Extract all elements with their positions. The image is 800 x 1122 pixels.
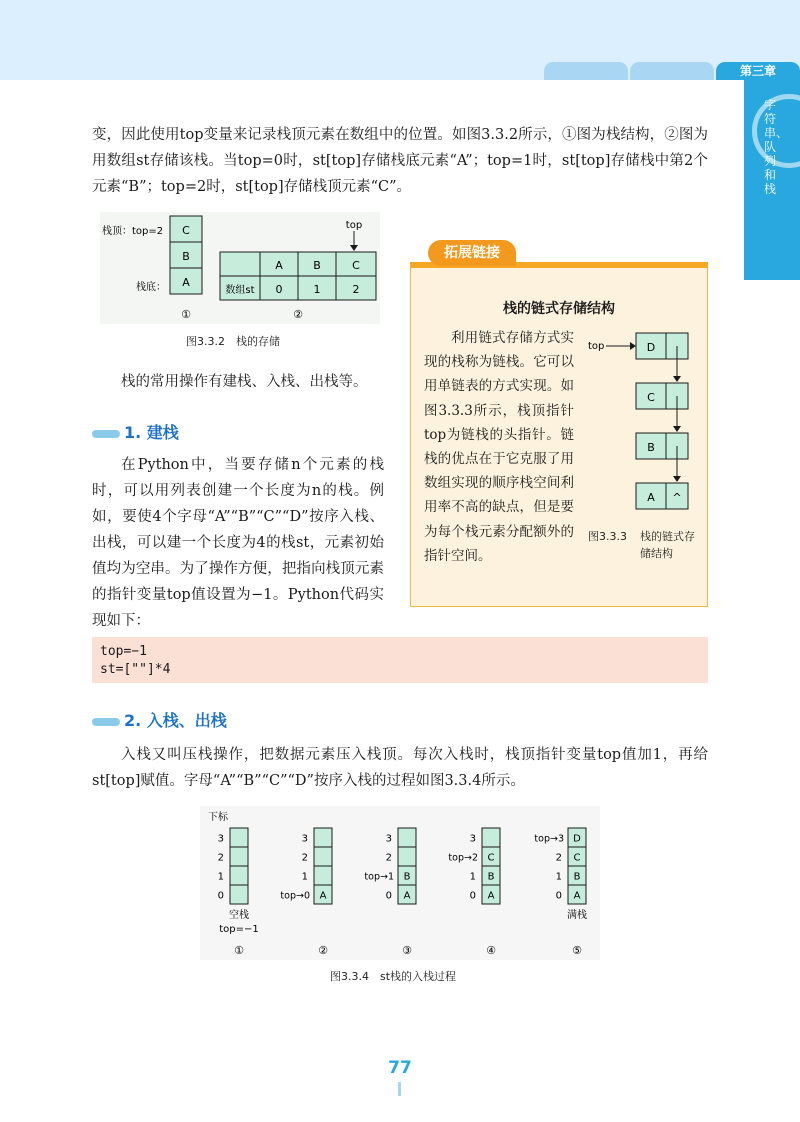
chapter-tab-current: 第三章 — [716, 62, 800, 80]
fig334-cell — [230, 885, 248, 904]
section1-title: 1. 建栈 — [124, 423, 179, 442]
fig334-index: 3 — [469, 833, 476, 845]
fig333-node — [636, 383, 688, 409]
fig334-cell — [482, 828, 500, 847]
fig334-cell-value: C — [487, 852, 495, 864]
fig332-array-label: 数组st — [225, 285, 255, 296]
fig332-pointer-label: top — [345, 220, 363, 231]
fig332-sub1: ① — [181, 308, 191, 321]
fig334-cell-value: B — [487, 871, 495, 883]
fig334-below-label: 满栈 — [567, 910, 587, 921]
fig334-cell — [230, 828, 248, 847]
fig334-below-label: 空栈 — [229, 910, 249, 921]
fig334-index: 3 — [217, 833, 224, 845]
page-number: 77 — [388, 1058, 412, 1078]
chapter-tab-prev — [544, 62, 628, 80]
fig334-cell — [230, 847, 248, 866]
fig334-index: 0 — [469, 890, 476, 902]
fig334-stack-number: ② — [318, 944, 328, 957]
code-block — [92, 637, 708, 683]
section2-paragraph: 入栈又叫压栈操作，把数据元素压入栈顶。每次入栈时，栈顶指针变量top值加1，再给st[top]赋值。字母“A”“B”“C”“D”按序入栈的过程如图3.3.4所示。 — [92, 747, 708, 789]
fig334-cell-value: C — [573, 852, 581, 864]
fig333-node-value: C — [647, 391, 655, 404]
figure-3-3-3 — [586, 330, 698, 520]
fig332-array-index: 1 — [313, 283, 321, 296]
fig334-index: 3 — [301, 833, 308, 845]
fig332-sub2: ② — [293, 308, 303, 321]
code-line: top=−1 — [100, 644, 147, 659]
fig334-cell-value: A — [319, 890, 327, 902]
fig332-top-label: 栈顶：top=2 — [102, 226, 164, 237]
fig333-pointer-label: top — [588, 341, 605, 352]
fig334-cell — [398, 828, 416, 847]
fig334-cell — [314, 828, 332, 847]
chapter-tabs — [544, 62, 800, 80]
side-chapter-label: 字符串、队列和栈 — [764, 98, 789, 196]
fig332-array — [220, 252, 376, 300]
fig332-array-cell: C — [352, 259, 360, 272]
fig332-bottom-label: 栈底： — [136, 282, 166, 293]
fig334-pointer-label: top→1 — [364, 871, 394, 883]
fig334-index: 2 — [301, 852, 308, 864]
fig333-caption-text: 栈的链式存储结构 — [640, 530, 695, 560]
fig333-node — [636, 483, 688, 509]
section2-heading — [92, 708, 227, 731]
fig332-array-index: 2 — [352, 283, 360, 296]
chapter-tab-prev2 — [630, 62, 714, 80]
fig334-cell-value: B — [573, 871, 581, 883]
fig334-index: 2 — [555, 852, 562, 864]
fig334-cell-value: A — [487, 890, 495, 902]
extension-tag: 拓展链接 — [428, 240, 516, 266]
fig334-cell-value: D — [573, 833, 581, 845]
fig334-stack-number: ③ — [402, 944, 412, 957]
fig332-stack — [170, 216, 202, 294]
fig334-index: 2 — [385, 852, 392, 864]
fig334-stack-number: ⑤ — [572, 944, 582, 957]
fig334-cell-value: A — [403, 890, 411, 902]
fig333-node — [636, 433, 688, 459]
ops-paragraph: 栈的常用操作有建栈、入栈、出栈等。 — [121, 374, 368, 390]
fig333-node — [636, 333, 688, 359]
fig332-stack-cell: C — [182, 224, 190, 237]
fig332-stack-cell: B — [182, 250, 190, 263]
fig332-array-cell: A — [275, 259, 283, 272]
fig334-index: 3 — [385, 833, 392, 845]
extension-title: 栈的链式存储结构 — [503, 301, 615, 317]
fig334-index: 0 — [555, 890, 562, 902]
section1-heading — [92, 420, 179, 443]
fig332-array-index: 0 — [275, 283, 283, 296]
fig332-stack-cell: A — [182, 276, 190, 289]
fig334-index: 0 — [385, 890, 392, 902]
fig334-index: 2 — [217, 852, 224, 864]
fig333-node-value: D — [646, 341, 656, 354]
fig334-cell-value: B — [403, 871, 411, 883]
figure-3-3-4 — [200, 806, 600, 960]
intro-paragraph: 变，因此使用top变量来记录栈顶元素在数组中的位置。如图3.3.2所示，①图为栈结构，②图为用数组st存储该栈。当top=0时，st[top]存储栈底元素“A”；top=1时，st[top]存储栈中第2个元素“B”；top=2时，st[top]存储栈顶元素“C”。 — [92, 127, 708, 195]
fig334-index: 1 — [555, 871, 562, 883]
fig334-index: 1 — [469, 871, 476, 883]
fig334-below-label: top=−1 — [219, 924, 259, 935]
fig334-stack-number: ④ — [486, 944, 496, 957]
fig334-cell — [314, 847, 332, 866]
fig334-caption: 图3.3.4 st栈的入栈过程 — [330, 970, 457, 983]
fig333-node-value: B — [647, 441, 655, 454]
fig334-pointer-label: top→0 — [280, 890, 310, 902]
section-bar-icon — [92, 718, 120, 726]
fig334-cell — [398, 847, 416, 866]
fig334-index-header: 下标 — [208, 812, 228, 823]
fig333-caption-num: 图3.3.3 — [588, 530, 627, 543]
page-number-rule — [398, 1082, 401, 1096]
fig334-pointer-label: top→2 — [448, 852, 478, 864]
code-line: st=[""]*4 — [100, 662, 171, 677]
fig332-array-cell: B — [313, 259, 321, 272]
fig334-pointer-label: top→3 — [534, 833, 564, 845]
fig334-index: 0 — [217, 890, 224, 902]
section2-title: 2. 入栈、出栈 — [124, 711, 227, 730]
fig334-stack-number: ① — [234, 944, 244, 957]
section-bar-icon — [92, 430, 120, 438]
fig332-caption: 图3.3.2 栈的存储 — [186, 335, 280, 348]
fig334-index: 1 — [301, 871, 308, 883]
fig334-cell-value: A — [573, 890, 581, 902]
fig333-null-pointer: ^ — [672, 491, 682, 504]
fig333-node-value: A — [647, 491, 655, 504]
fig334-index: 1 — [217, 871, 224, 883]
fig334-cell — [230, 866, 248, 885]
figure-3-3-2 — [100, 212, 380, 324]
extension-text: 利用链式存储方式实现的栈称为链栈。它可以用单链表的方式实现。如图3.3.3所示，栈顶指针top为链栈的头指针。链栈的优点在于它克服了用数组实现的顺序栈空间利用率不高的缺点，但是要为每个栈元素分配额外的指针空间。 — [424, 330, 574, 564]
section1-paragraph: 在Python中，当要存储n个元素的栈时，可以用列表创建一个长度为n的栈。例如，要使4个字母“A”“B”“C”“D”按序入栈、出栈，可以建一个长度为4的栈st，元素初始值均为空串。为了操作方便，把指向栈顶元素的指针变量top值设置为−1。Python代码实现如下： — [92, 457, 384, 629]
fig334-cell — [314, 866, 332, 885]
